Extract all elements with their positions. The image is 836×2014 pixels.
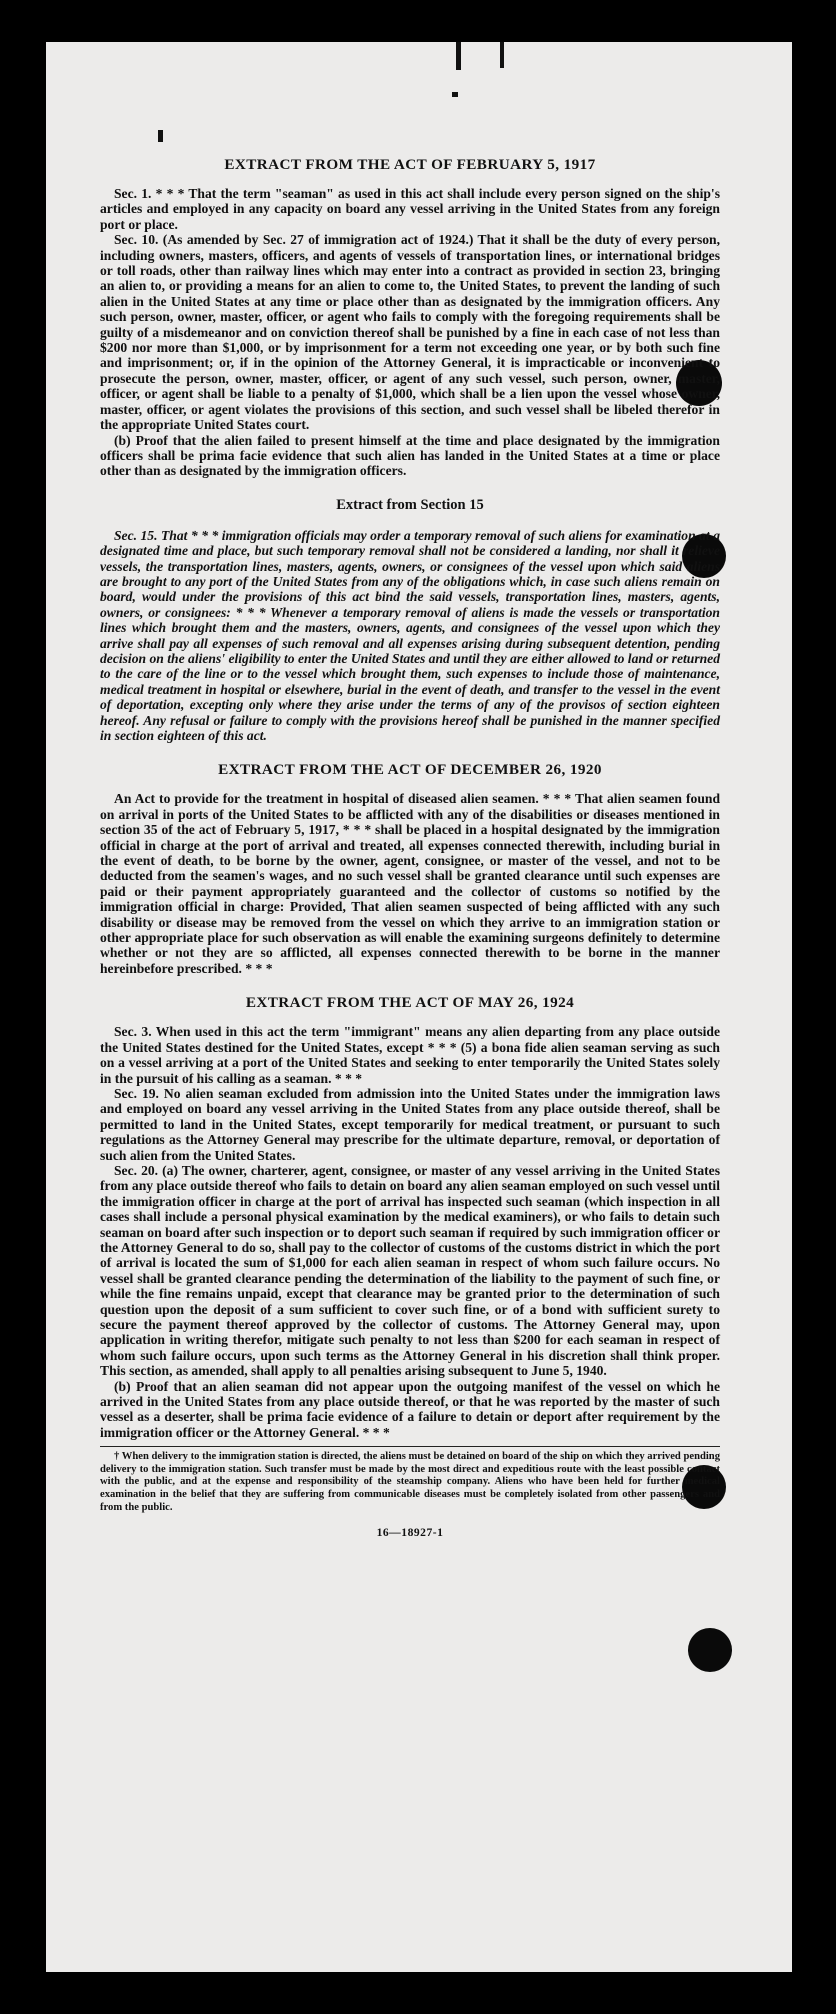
punch-hole [688, 1628, 732, 1672]
section-20b-paragraph: (b) Proof that an alien seaman did not appear upon the outgoing manifest of the vessel on which he arrived in the United States from any place outside thereof, or that he was reported by the master of such vessel as a deserter, shall be prima facie evidence of a failure to detain or deport after requirement by the immigration officer or the Attorney General. * * * [100, 1378, 720, 1440]
staple-mark [500, 42, 504, 68]
footnote-divider [100, 1446, 720, 1447]
heading-act-feb-1917: EXTRACT FROM THE ACT OF FEBRUARY 5, 1917 [224, 156, 596, 173]
scan-speck [158, 130, 163, 142]
section-10-paragraph: Sec. 10. (As amended by Sec. 27 of immigration act of 1924.) That it shall be the duty of every person, including owners, masters, officers, and agents of vessels of transportation lines, or international bridges or toll roads, other than railway lines which may enter into a contract as provided in section 23, bringing an alien to, or providing a means for an alien to come to, the United States, to prevent the landing of such alien in the United States at any time or place other than as designated by the immigration officers. Any such person, owner, master, officer, or agent who fails to comply with the foregoing requirements shall be guilty of a misdemeanor and on conviction thereof shall be punished by a fine in each case of not less than $200 nor more than $1,000, or by imprisonment for a term not exceeding one year, or by both such fine and imprisonment; or, if in the opinion of the Attorney General, it is impracticable or inconvenient to prosecute the person, owner, master, officer, or agent of any such vessel, such person, owner, master, officer, or agent shall be liable to a penalty of $1,000, which shall be a lien upon the vessel whose owner, master, officer, or agent violates the provisions of this section, and such vessel shall be libeled therefor in the appropriate United States court. [100, 232, 720, 433]
section-3-paragraph: Sec. 3. When used in this act the term "immigrant" means any alien departing from any place outside the United States destined for the United States, except * * * (5) a bona fide alien seaman serving as such on a vessel arriving at a port of the United States and seeking to enter temporarily the United States solely in the pursuit of his calling as a seaman. * * * [100, 1024, 720, 1086]
scan-speck [452, 92, 458, 97]
section-10b-paragraph: (b) Proof that the alien failed to present himself at the time and place designated by the immigration officers shall be prima facie evidence that such alien has landed in the United States at a time or place other than as designated by the immigration officers. [100, 432, 720, 479]
heading-act-may-1924: EXTRACT FROM THE ACT OF MAY 26, 1924 [245, 994, 575, 1012]
dec-1920-paragraph: An Act to provide for the treatment in hospital of diseased alien seamen. * * * That alien seamen found on arrival in ports of the United States to be afflicted with any of the disabilities or diseases mentioned in section 35 of the act of February 5, 1917, * * * shall be placed in a hospital designated by the immigration official in charge at the port of arrival and treated, all expenses connected therewith, including burial in the event of death, to be borne by the owner, agent, consignee, or master of the vessel, and not to be deducted from the seamen's wages, and no such vessel shall be granted clearance until such expenses are paid or their payment appropriately guaranteed and the collector of customs so notified by the immigration official in charge: Provided, That alien seamen suspected of being afflicted with any such disability or disease may be removed from the vessel on which they arrive to an immigration station or other appropriate place for such observation as will enable the examining surgeons definitely to determine whether or not they are so afflicted, all expenses connected therewith to be borne in the manner hereinbefore prescribed. * * * [100, 791, 720, 976]
section-20a-paragraph: Sec. 20. (a) The owner, charterer, agent, consignee, or master of any vessel arriving in the United States from any place outside thereof who fails to detain on board any alien seaman employed on such vessel until the immigration officer in charge at the port of arrival has inspected such seaman (which inspection in all cases shall include a personal physical examination by the medical examiners), or who fails to detain such seaman on board after such inspection or to deport such seaman if required by such immigration officer or the Attorney General to do so, shall pay to the collector of customs of the customs district in which the port of arrival is located the sum of $1,000 for each alien seaman in respect of whom such failure occurs. No vessel shall be granted clearance pending the determination of the liability to the payment of such fine, or while the fine remains unpaid, except that clearance may be granted prior to the determination of such question upon the deposit of a sum sufficient to cover such fine, or of a bond with sufficient surety to secure the payment thereof approved by the collector of customs. The Attorney General may, upon application in writing therefor, mitigate such penalty to not less than $200 for each seaman in respect of whom such failure occurs, upon such terms as the Attorney General in his discretion shall think proper. This section, as amended, shall apply to all penalties arising subsequent to June 5, 1940. [100, 1162, 720, 1379]
staple-mark [456, 42, 461, 70]
section-15-paragraph: Sec. 15. That * * * immigration officials may order a temporary removal of such aliens for examination at a designated time and place, but such temporary removal shall not be considered a landing, nor shall it relieve vessels, the transportation lines, masters, agents, owners, or consignees of the vessel upon which said aliens are brought to any port of the United States from any of the obligations which, in case such aliens remain on board, would under the provisions of this act bind the said vessels, transportation lines, masters, agents, owners, or consignees: * * * Whenever a temporary removal of aliens is made the vessels or transportation lines which brought them and the masters, owners, agents, and consignees of the vessel upon which they arrive shall pay all expenses of such removal and all expenses arising during subsequent detention, pending decision on the aliens' eligibility to enter the United States and until they are either allowed to land or returned to the care of the line or to the vessel which brought them, such expenses to include those of maintenance, medical treatment in hospital or elsewhere, burial in the event of death, and transfer to the vessel in the event of deportation, excepting only where they arise under the terms of any of the provisos of section eighteen hereof. Any refusal or failure to comply with the provisions hereof shall be punished in the manner specified in section eighteen of this act. [100, 527, 720, 743]
heading-act-dec-1920: EXTRACT FROM THE ACT OF DECEMBER 26, 1920 [218, 761, 602, 779]
section-1-paragraph: Sec. 1. * * * That the term "seaman" as used in this act shall include every person signed on the ship's articles and employed in any capacity on board any vessel arriving in the United States from any foreign port or place. [100, 186, 720, 232]
footnote: † When delivery to the immigration station is directed, the aliens must be detained on board of the ship on which they arrived pending delivery to the immigration station. Such transfer must be made by the most direct and expeditious route with the least possible contact with the public, and at the expense and responsibility of the steamship company. Aliens who have been held for further medical examination in the belief that they are suffering from communicable diseases must be completely isolated from other passengers and from the public. [100, 1451, 720, 1513]
heading-section-15: Extract from Section 15 [336, 496, 484, 513]
document-body [100, 156, 720, 1539]
print-code: 16—18927-1 [376, 1526, 444, 1540]
section-19-paragraph: Sec. 19. No alien seaman excluded from admission into the United States under the immigration laws and employed on board any vessel arriving in the United States from any place outside thereof, shall be permitted to land in the United States, except temporarily for medical treatment, or pursuant to such regulations as the Attorney General may prescribe for the ultimate departure, removal, or deportation of such alien from the United States. [100, 1085, 720, 1163]
